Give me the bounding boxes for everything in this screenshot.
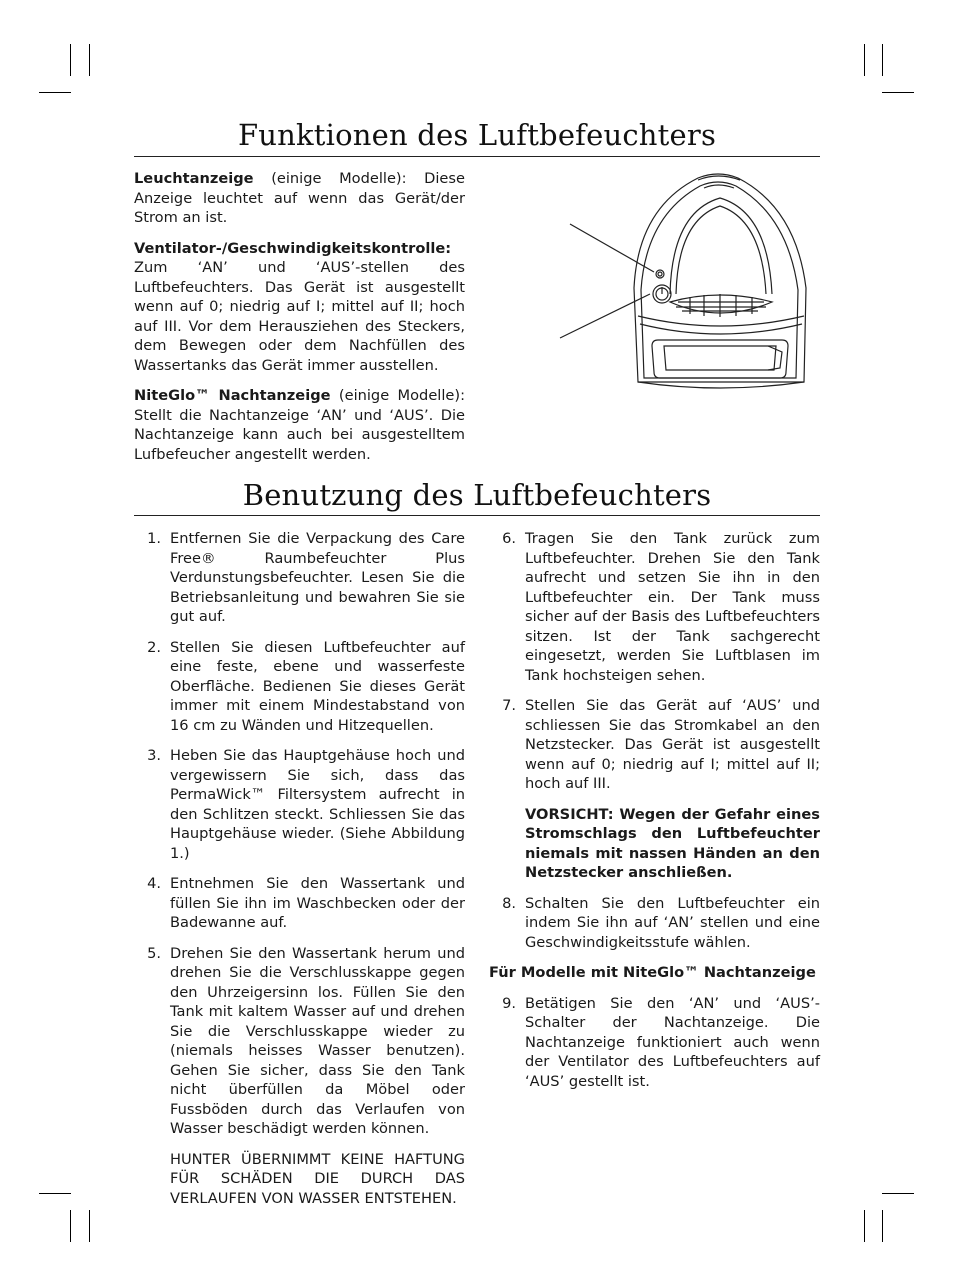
- step-item: [489, 529, 820, 685]
- step-item: [134, 874, 465, 933]
- steps-right-column: [489, 529, 820, 1102]
- feature-text: Zum ‘AN’ und ‘AUS’-stellen des Luftbefeuchters. Das Gerät ist ausgestellt wenn auf 0; niedrig auf I; mittel auf II; hoch auf III. Vor dem Herausziehen des Steckers, dem Bewegen oder dem Nachfüllen des Wassertanks das Gerät immer ausstellen.: [134, 259, 465, 374]
- steps-left-column: [134, 529, 465, 1219]
- section1-title: Funktionen des Luftbefeuchters: [237, 118, 717, 152]
- feature-text: (einige Modelle): Stellt die Nachtanzeige ‘AN’ und ‘AUS’. Die Nachtanzeige kann auch bei ausgestelltem Lufbefeucher angestellt werden.: [134, 387, 465, 463]
- step-text: Drehen Sie den Wassertank herum und drehen Sie die Verschlusskappe gegen den Uhrzeigersinn los. Füllen Sie den Tank mit kaltem Wasser auf und drehen Sie die Verschlusskappe wieder zu (niemals heisses Wasser benutzen). Gehen Sie sicher, dass Sie den Tank nicht überfüllen da Möbel oder Fussböden durch das Verlaufen von Wasser beschädigt werden können.: [170, 944, 465, 1137]
- step-number: 8.: [502, 894, 516, 912]
- feature-item: [134, 169, 465, 228]
- section1-rule: [134, 156, 820, 157]
- step-item: [134, 746, 465, 863]
- step-text: Stellen Sie das Gerät auf ‘AUS’ und schliessen Sie das Stromkabel an den Netzstecker. Das Gerät ist ausgestellt wenn auf 0; niedrig auf I; mittel auf II; hoch auf III.: [525, 697, 820, 792]
- steps-list: [134, 529, 465, 1208]
- step-text: Schalten Sie den Luftbefeuchter ein indem Sie ihn auf ‘AN’ stellen und eine Geschwindigkeitsstufe wählen.: [525, 894, 820, 951]
- step-item: [134, 638, 465, 736]
- feature-label: Leuchtanzeige: [134, 170, 254, 187]
- step-item: [134, 529, 465, 627]
- step-item: [489, 994, 820, 1092]
- humidifier-illustration: [558, 168, 820, 392]
- section2-title: Benutzung des Luftbefeuchters: [242, 478, 712, 512]
- feature-label: NiteGlo™ Nachtanzeige: [134, 387, 331, 404]
- step-number: 5.: [147, 944, 161, 962]
- step-number: 4.: [147, 875, 161, 892]
- step-number: 7.: [502, 697, 516, 714]
- step-text: Heben Sie das Hauptgehäuse hoch und vergewissern Sie sich, dass das PermaWick™ Filtersystem aufrecht in den Schlitzen steckt. Schliessen Sie das Hauptgehäuse wieder. (Siehe Abbildung 1.): [170, 747, 465, 862]
- feature-item: [134, 386, 465, 464]
- step-item: [489, 696, 820, 883]
- step-item: [134, 944, 465, 1209]
- step-number: 6.: [502, 530, 516, 547]
- steps-list: [489, 529, 820, 952]
- liability-note: HUNTER ÜBERNIMMT KEINE HAFTUNG FÜR SCHÄDEN DIE DURCH DAS VERLAUFEN VON WASSER ENTSTEHEN.: [170, 1150, 465, 1207]
- step-number: 3.: [147, 747, 161, 764]
- step-text: Betätigen Sie den ‘AN’ und ‘AUS’-Schalter der Nachtanzeige. Die Nachtanzeige funktioniert auch wenn der Ventilator des Luftbefeuchters auf ‘AUS’ gestellt ist.: [525, 994, 820, 1090]
- niteglo-heading: Für Modelle mit NiteGlo™ Nachtanzeige: [489, 964, 816, 981]
- step-item: [489, 894, 820, 953]
- steps-list-niteglo: [489, 994, 820, 1092]
- safety-warning: VORSICHT: Wegen der Gefahr eines Stromschlags den Luftbefeuchter niemals mit nassen Händen an den Netzstecker anschließen.: [525, 805, 820, 881]
- step-text: Entfernen Sie die Verpackung des Care Free® Raumbefeuchter Plus Verdunstungsbefeuchter. Lesen Sie die Betriebsanleitung und bewahren Sie sie gut auf.: [170, 530, 465, 625]
- step-number: 9.: [502, 994, 516, 1012]
- feature-item: [134, 239, 465, 376]
- feature-label: Ventilator-/Geschwindigkeitskontrolle:: [134, 239, 452, 257]
- section2-rule: [134, 515, 820, 516]
- feature-text: (einige Modelle): Diese Anzeige leuchtet auf wenn das Gerät/der Strom an ist.: [134, 170, 465, 226]
- step-text: Entnehmen Sie den Wassertank und füllen Sie ihn im Waschbecken oder der Badewanne auf.: [170, 875, 465, 931]
- step-number: 2.: [147, 638, 161, 656]
- step-number: 1.: [147, 530, 161, 547]
- features-list: [134, 169, 465, 475]
- step-text: Tragen Sie den Tank zurück zum Luftbefeuchter. Drehen Sie den Tank aufrecht und setzen Sie ihn in den Luftbefeuchter ein. Der Tank muss sicher auf der Basis des Luftbefeuchters sitzen. Ist der Tank sachgerecht eingesetzt, werden Sie Luftblasen im Tank hochsteigen sehen.: [525, 530, 820, 684]
- step-text: Stellen Sie diesen Luftbefeuchter auf eine feste, ebene und wasserfeste Oberfläche. Bedienen Sie dieses Gerät immer mit einem Mindestabstand von 16 cm zu Wänden und Hitzequellen.: [170, 638, 465, 734]
